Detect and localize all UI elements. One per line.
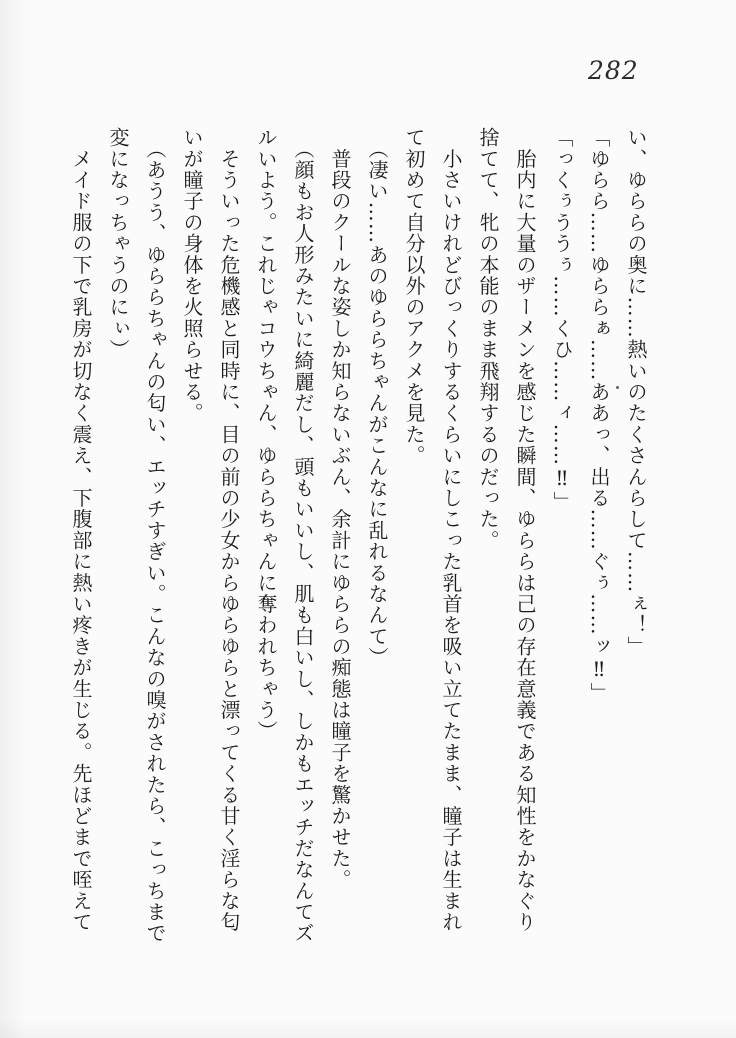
text-line: 捨てて、牝の本能のまま飛翔するのだった。 [476, 127, 500, 551]
text-line: 小さいけれどびっくりするくらいにしこった乳首を吸い立てたまま、瞳子は生まれ [439, 127, 463, 933]
text-line: 「ゆらら……ゆららぁ……ああっ、出る……ぐぅ……ッ‼」 [587, 127, 611, 704]
text-line: 変になっちゃうのにぃ） [106, 127, 130, 361]
text-line: （あうう、ゆららちゃんの匂い、エッチすぎい。こんなの嗅がされたら、こっちまで [143, 127, 167, 944]
text-line: 「っくぅううぅ……くひ……ィ……‼」 [550, 127, 574, 513]
text-line: そういった危機感と同時に、目の前の少女からゆらゆらと漂ってくる甘く淫らな匂 [217, 127, 241, 933]
text-line: て初めて自分以外のアクメを見た。 [402, 127, 426, 467]
text-line: いが瞳子の身体を火照らせる。 [180, 127, 204, 424]
text-line: 胎内に大量のザーメンを感じた瞬間、ゆららは己の存在意義である知性をかなぐり [513, 127, 537, 933]
text-line: ルいよう。これじゃコウちゃん、ゆららちゃんに奪われちゃう） [254, 127, 278, 742]
page-number: 282 [588, 56, 639, 85]
text-line: メイド服の下で乳房が切なく震え、下腹部に熱い疼きが生じる。先ほどまで咥えて [69, 127, 93, 933]
text-line: （顔もお人形みたいに綺麗だし、頭もいいし、肌も白いし、しかもエッチだなんてズ [291, 127, 315, 944]
text-line: （凄い……あのゆららちゃんがこんなに乱れるなんて） [365, 127, 389, 669]
text-block [62, 127, 654, 1013]
text-line: い、ゆららの奥に……熱いのたくさんらして……ぇ！」 [624, 127, 648, 657]
text-line: 普段のクールな姿しか知らないぶん、余計にゆららの痴態は瞳子を驚かせた。 [328, 127, 352, 891]
scan-artifact-dot [616, 386, 619, 389]
